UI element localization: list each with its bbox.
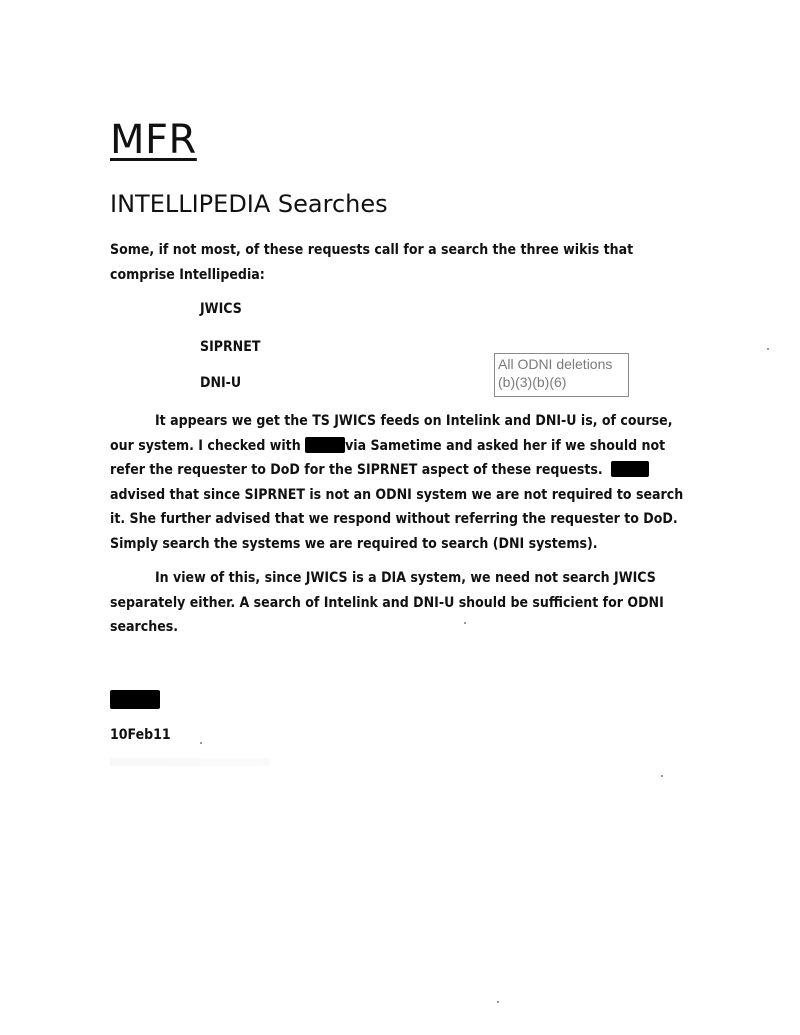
signature-redaction-block xyxy=(110,690,160,709)
intro-line-2: comprise Intellipedia: xyxy=(110,266,265,283)
p1-line-3: refer the requester to DoD for the SIPRNET aspect of these requests. xyxy=(110,462,603,478)
document-title: MFR xyxy=(110,117,197,163)
body-paragraph-1 xyxy=(110,409,700,556)
scan-speck xyxy=(661,775,663,777)
scan-speck xyxy=(200,742,202,744)
deletion-stamp-line-2: (b)(3)(b)(6) xyxy=(498,374,567,390)
intro-line-1: Some, if not most, of these requests call for a search the three wikis that xyxy=(110,242,634,258)
p2-line-1: In view of this, since JWICS is a DIA system, we need not search JWICS xyxy=(155,570,656,586)
redaction-block xyxy=(611,461,649,477)
p1-line-2b: via Sametime and asked her if we should not xyxy=(345,437,666,454)
scan-speck xyxy=(497,1001,499,1003)
document-subtitle: INTELLIPEDIA Searches xyxy=(110,190,388,218)
p2-line-3: searches. xyxy=(110,619,179,635)
wiki-item-siprnet: SIPRNET xyxy=(200,339,261,355)
deletion-stamp xyxy=(494,353,629,397)
p1-line-1: It appears we get the TS JWICS feeds on Intelink and DNI-U is, of course, xyxy=(155,413,673,429)
p1-line-5: it. She further advised that we respond without referring the requester to DoD. xyxy=(110,511,678,527)
body-paragraph-2 xyxy=(110,566,700,640)
document-date: 10Feb11 xyxy=(110,727,171,743)
intro-paragraph xyxy=(110,238,700,287)
wiki-item-jwics: JWICS xyxy=(200,301,242,317)
p2-line-2: separately either. A search of Intelink and DNI-U should be sufficient for ODNI xyxy=(110,594,664,611)
scan-speck xyxy=(464,622,466,624)
scan-speck xyxy=(767,348,769,350)
p1-line-6: Simply search the systems we are required to search (DNI systems). xyxy=(110,535,598,552)
p1-line-2a: our system. I checked with xyxy=(110,437,306,454)
wiki-item-dni-u: DNI-U xyxy=(200,375,242,391)
p1-line-4: advised that since SIPRNET is not an ODNI system we are not required to search xyxy=(110,486,684,503)
redaction-block xyxy=(305,437,345,453)
deletion-stamp-line-1: All ODNI deletions xyxy=(498,356,613,372)
scan-artifact xyxy=(110,758,270,766)
